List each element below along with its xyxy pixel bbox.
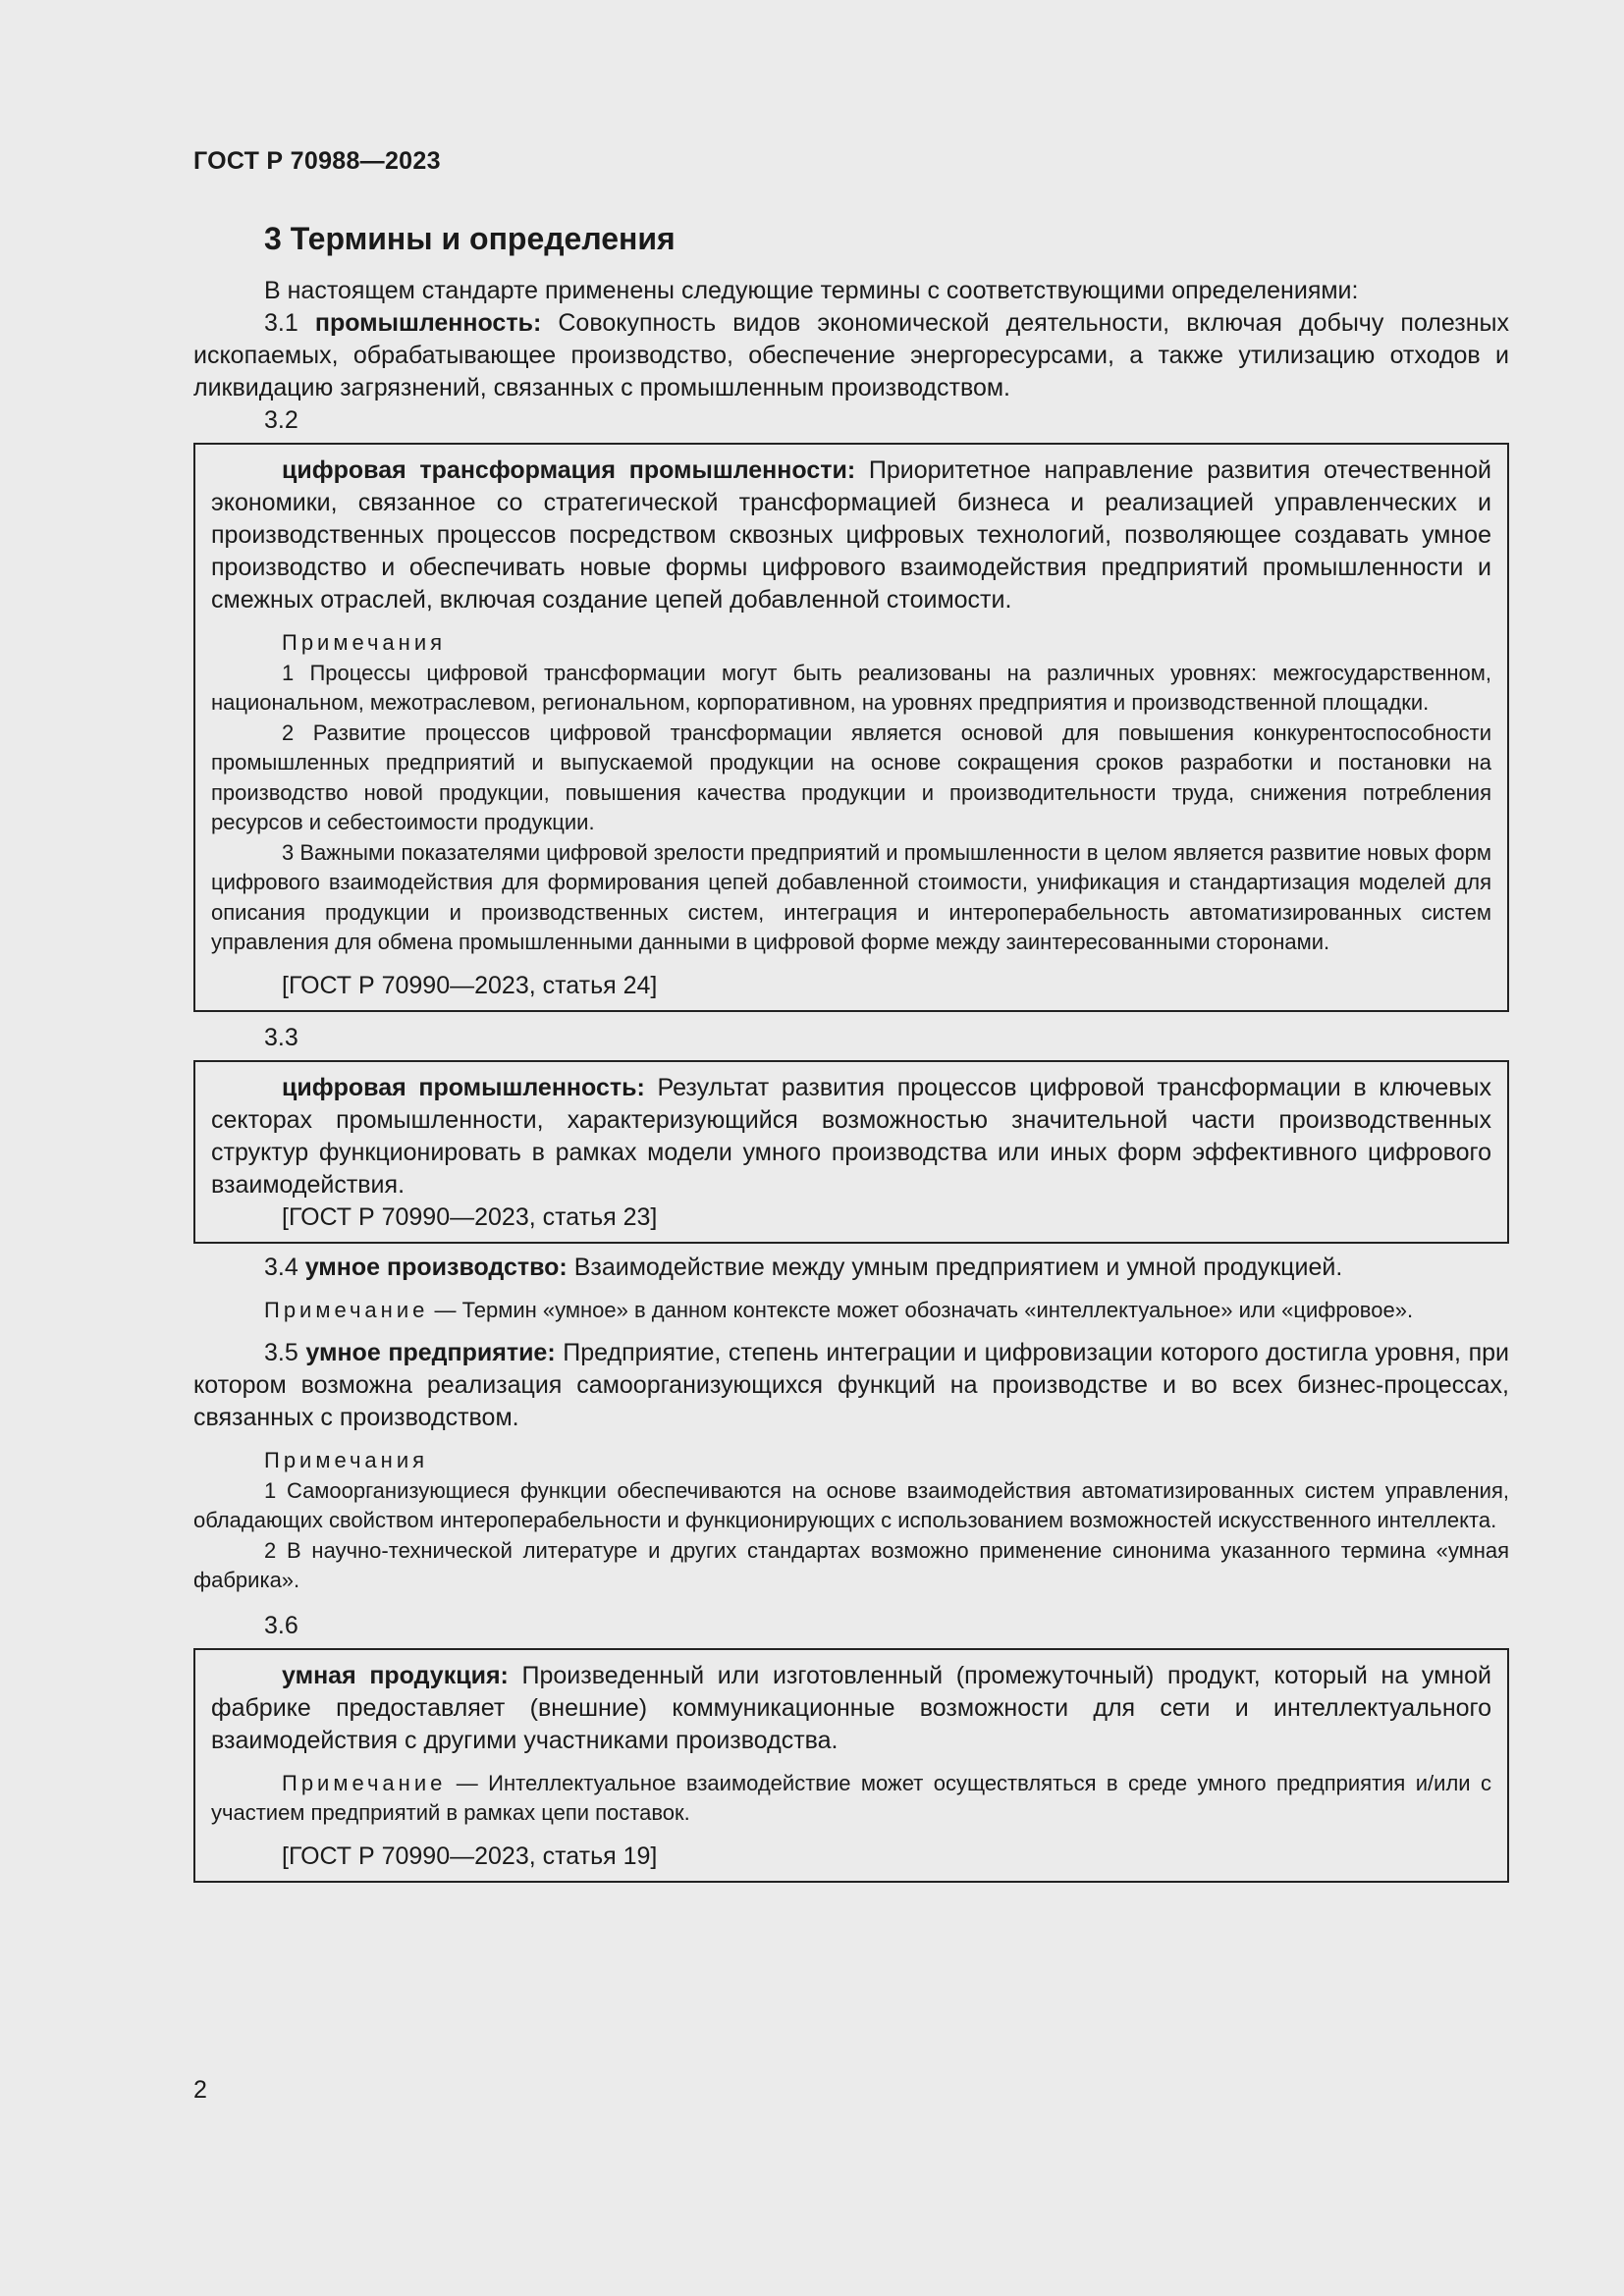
note-1: 1 Самоорганизующиеся функции обеспечиваются на основе взаимодействия автоматизированных систем управления, обладающих свойством интероперабельности и функционирующих с использованием возможностей искусственного интеллекта. bbox=[193, 1477, 1509, 1533]
term-name: умное производство: bbox=[304, 1253, 568, 1281]
source-reference: [ГОСТ Р 70990—2023, статья 19] bbox=[282, 1842, 658, 1870]
term-3-5 bbox=[193, 1337, 1509, 1434]
term-definition: Предприятие, степень интеграции и цифровизации которого достигла уровня, при котором возможна реализация самоорганизующихся функций на производстве и во всех бизнес-процессах, связанных с производством. bbox=[193, 1339, 1509, 1432]
note-2: 2 Развитие процессов цифровой трансформации является основой для повышения конкурентоспособности промышленных предприятий и выпускаемой продукции на основе сокращения сроков разработки и постановки на производство новой продукции, повышения качества продукции и производительности труда, снижения потребления ресурсов и себестоимости продукции. bbox=[211, 720, 1491, 835]
term-definition: Приоритетное направление развития отечественной экономики, связанное со стратегической трансформацией бизнеса и реализацией управленческих и производственных процессов посредством сквозных цифровых технологий, позволяющее создавать умное производство и обеспечивать новые формы цифрового взаимодействия предприятий промышленности и смежных отраслей, включая создание цепей добавленной стоимости. bbox=[211, 456, 1491, 614]
term-definition: Произведенный или изготовленный (промежуточный) продукт, который на умной фабрике предоставляет (внешние) коммуникационные возможности для сети и интеллектуального взаимодействия с другими участниками производства. bbox=[211, 1661, 1491, 1754]
term-3-6 bbox=[211, 1660, 1491, 1757]
term-number-3-6: 3.6 bbox=[264, 1611, 298, 1639]
term-3-3 bbox=[211, 1072, 1491, 1201]
term-number-3-3: 3.3 bbox=[264, 1023, 298, 1051]
term-number: 3.1 bbox=[264, 309, 298, 338]
term-number: 3.4 bbox=[264, 1253, 298, 1281]
document-code-header: ГОСТ Р 70988—2023 bbox=[193, 147, 441, 175]
term-3-1 bbox=[193, 307, 1509, 404]
notes-heading: Примечания bbox=[282, 630, 447, 656]
term-number-3-2: 3.2 bbox=[264, 406, 298, 435]
term-name: цифровая промышленность: bbox=[282, 1073, 645, 1101]
section-title: 3 Термины и определения bbox=[264, 221, 676, 256]
note-3: 3 Важными показателями цифровой зрелости предприятий и промышленности в целом является развитие новых форм цифрового взаимодействия для формирования цепей добавленной стоимости, унификация и стандартизация моделей для описания продукции и производственных систем, интеграция и интероперабельность автоматизированных систем управления для обмена промышленными данными в цифровой форме между заинтересованными сторонами. bbox=[211, 839, 1491, 955]
note-3-4 bbox=[193, 1296, 1509, 1326]
page-content bbox=[193, 220, 1509, 1891]
term-definition: Результат развития процессов цифровой трансформации в ключевых секторах промышленности, характеризующийся возможностью значительной части производственных структур функционировать в рамках модели умного производства или иных форм эффективного цифрового взаимодействия. bbox=[211, 1073, 1492, 1199]
source-reference: [ГОСТ Р 70990—2023, статья 23] bbox=[282, 1202, 658, 1231]
term-number: 3.5 bbox=[264, 1339, 298, 1367]
note-3-6 bbox=[211, 1769, 1491, 1829]
term-name: промышленность: bbox=[314, 309, 542, 338]
note-1: 1 Процессы цифровой трансформации могут быть реализованы на различных уровнях: межгосударственном, национальном, межотраслевом, региональном, корпоративном, на уровнях предприятия и производственной площадки. bbox=[211, 660, 1491, 716]
note-text: — Интеллектуальное взаимодействие может осуществляться в среде умного предприятия и/или с участием предприятий в рамках цепи поставок. bbox=[211, 1770, 1491, 1826]
note-text: — Термин «умное» в данном контексте может обозначать «интеллектуальное» или «цифровое». bbox=[428, 1297, 1414, 1322]
term-name: умное предприятие: bbox=[305, 1339, 556, 1367]
term-definition: Взаимодействие между умным предприятием и умной продукцией. bbox=[567, 1253, 1343, 1281]
note-heading: Примечание bbox=[282, 1770, 447, 1795]
page-number: 2 bbox=[193, 2076, 207, 2104]
note-2: 2 В научно-технической литературе и других стандартах возможно применение синонима указанного термина «умная фабрика». bbox=[193, 1537, 1509, 1593]
term-box-3-3 bbox=[193, 1060, 1509, 1244]
term-name: умная продукция: bbox=[282, 1661, 509, 1689]
notes-heading: Примечания bbox=[264, 1448, 429, 1473]
term-definition: Совокупность видов экономической деятельности, включая добычу полезных ископаемых, обрабатывающее производство, обеспечение энергоресурсами, а также утилизацию отходов и ликвидацию загрязнений, связанных с промышленным производством. bbox=[193, 309, 1509, 402]
intro-text: В настоящем стандарте применены следующие термины с соответствующими определениями: bbox=[264, 277, 1359, 305]
source-reference: [ГОСТ Р 70990—2023, статья 24] bbox=[282, 971, 658, 999]
term-box-3-2 bbox=[193, 443, 1509, 1012]
term-3-2 bbox=[211, 454, 1491, 616]
term-box-3-6 bbox=[193, 1648, 1509, 1883]
term-name: цифровая трансформация промышленности: bbox=[282, 456, 856, 485]
term-3-4 bbox=[193, 1252, 1509, 1284]
note-heading: Примечание bbox=[264, 1297, 429, 1322]
